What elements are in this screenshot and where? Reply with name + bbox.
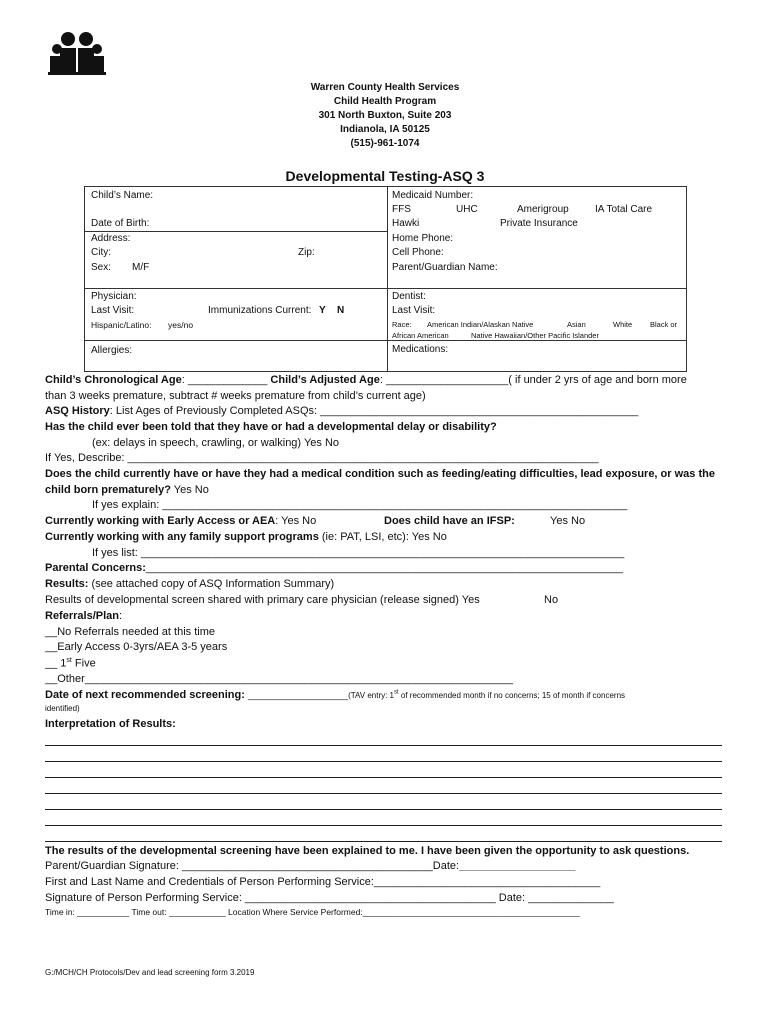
hispanic-label: Hispanic/Latino: bbox=[91, 320, 152, 330]
referrals-colon: : bbox=[118, 610, 123, 622]
first-five-prefix: __ 1 bbox=[45, 657, 67, 670]
ffs-option[interactable]: FFS bbox=[392, 204, 411, 215]
physician-label[interactable]: Physician: bbox=[91, 291, 137, 302]
ia-total-care-option[interactable]: IA Total Care bbox=[595, 204, 653, 215]
dev-delay-example[interactable]: (ex: delays in speech, crawling, or walking) Yes No bbox=[92, 437, 340, 449]
allergies-label[interactable]: Allergies: bbox=[91, 345, 133, 356]
last-visit-label[interactable]: Last Visit: bbox=[91, 305, 135, 316]
medications-label[interactable]: Medications: bbox=[392, 344, 449, 355]
consent-statement: The results of the developmental screening have been explained to me. I have been given the opportunity to ask questions. bbox=[45, 845, 690, 857]
hispanic-value[interactable]: yes/no bbox=[168, 320, 194, 330]
medicaid-label[interactable]: Medicaid Number: bbox=[392, 190, 474, 201]
childs-name-label[interactable]: Child’s Name: bbox=[91, 190, 154, 201]
dentist-last-visit-label[interactable]: Last Visit: bbox=[392, 305, 436, 316]
parental-concerns-blank[interactable]: ______________________________________________________________________________ bbox=[145, 562, 624, 574]
premature-question: child born prematurely? bbox=[45, 484, 171, 496]
ifsp-yes-no[interactable]: Yes No bbox=[550, 515, 586, 527]
early-access-yes-no[interactable]: : Yes No bbox=[275, 515, 317, 527]
immunizations-no[interactable]: N bbox=[337, 305, 345, 316]
sex-label: Sex: bbox=[91, 262, 112, 273]
results-label: Results: bbox=[45, 578, 89, 590]
org-city: Indianola, IA 50125 bbox=[340, 124, 430, 135]
race-american-indian[interactable]: American Indian/Alaskan Native bbox=[427, 320, 534, 329]
address-label[interactable]: Address: bbox=[91, 233, 131, 244]
first-five-sup: st bbox=[66, 657, 72, 664]
immunizations-yes[interactable]: Y bbox=[319, 305, 326, 316]
race-label: Race: bbox=[392, 320, 412, 329]
referrals-label: Referrals/Plan bbox=[45, 610, 119, 622]
zip-label[interactable]: Zip: bbox=[298, 247, 315, 258]
tav-note-sup: st bbox=[394, 689, 399, 696]
tav-note-b: of recommended month if no concerns; 15 of month if concerns bbox=[398, 691, 626, 700]
if-yes-list[interactable]: If yes list: _______________________________________________________________________________ bbox=[92, 547, 625, 559]
uhc-option[interactable]: UHC bbox=[456, 204, 478, 215]
race-white[interactable]: White bbox=[613, 320, 633, 329]
next-screening-line[interactable] bbox=[45, 689, 625, 701]
program-name: Child Health Program bbox=[333, 96, 437, 107]
referral-option-other[interactable]: __Other______________________________________________________________________ bbox=[45, 673, 513, 685]
family-support-rest[interactable]: (ie: PAT, LSI, etc): Yes No bbox=[318, 531, 447, 543]
if-yes-explain[interactable]: If yes explain: ____________________________________________________________________________ bbox=[92, 499, 628, 511]
adjusted-age-note: than 3 weeks premature, subtract # weeks premature from child’s current age) bbox=[45, 390, 426, 402]
medical-question-line2[interactable] bbox=[45, 484, 209, 496]
parental-concerns-line[interactable] bbox=[45, 562, 623, 574]
next-screening-blank[interactable]: ____________________ bbox=[247, 690, 349, 700]
family-logo-icon bbox=[44, 32, 108, 76]
next-screening-label: Date of next recommended screening: bbox=[45, 689, 245, 701]
results-line bbox=[45, 578, 334, 590]
asq-history-rest[interactable]: : List Ages of Previously Completed ASQs: ____________________________________________________ bbox=[109, 405, 639, 417]
referral-option-first-five[interactable] bbox=[45, 657, 96, 670]
org-name: Warren County Health Services bbox=[310, 82, 460, 93]
city-label[interactable]: City: bbox=[91, 247, 111, 258]
race-black[interactable]: Black or bbox=[650, 320, 678, 329]
family-support-label: Currently working with any family support programs bbox=[45, 531, 319, 543]
parent-signature-date[interactable]: ___________________ bbox=[459, 860, 576, 872]
race-african-american: African American bbox=[392, 331, 449, 340]
form-title: Developmental Testing-ASQ 3 bbox=[285, 168, 485, 184]
referrals-line bbox=[45, 610, 122, 622]
footer-path: G:/MCH/CH Protocols/Dev and lead screening form 3.2019 bbox=[45, 968, 255, 977]
chronological-age-blank[interactable]: : _____________ bbox=[181, 374, 268, 386]
tav-note-c: identified) bbox=[45, 704, 80, 713]
if-yes-describe[interactable]: If Yes, Describe: _____________________________________________________________________________ bbox=[45, 452, 599, 464]
referral-option-none[interactable]: __No Referrals needed at this time bbox=[45, 626, 215, 638]
early-access-label: Currently working with Early Access or AEA bbox=[45, 515, 276, 527]
home-phone-label[interactable]: Home Phone: bbox=[392, 233, 454, 244]
asq-history-label: ASQ History bbox=[45, 405, 110, 417]
parent-signature[interactable]: Parent/Guardian Signature: _________________________________________Date: bbox=[45, 860, 460, 872]
results-shared-no[interactable]: No bbox=[544, 594, 559, 606]
parental-concerns-label: Parental Concerns: bbox=[45, 562, 146, 574]
medical-question-line1: Does the child currently have or have they had a medical condition such as feeding/eating difficulties, lead exposure, or was the bbox=[45, 468, 715, 480]
hawki-option[interactable]: Hawki bbox=[392, 218, 420, 229]
dev-delay-question: Has the child ever been told that they have or had a developmental delay or disability? bbox=[45, 421, 497, 433]
first-five-text: Five bbox=[71, 657, 96, 670]
org-phone: (515)-961-1074 bbox=[350, 138, 420, 149]
interpretation-label: Interpretation of Results: bbox=[45, 718, 176, 730]
adjusted-age-rest[interactable]: : ____________________( if under 2 yrs of age and born more bbox=[379, 374, 687, 386]
performer-signature-line[interactable]: Signature of Person Performing Service: _________________________________________ Date: ______________ bbox=[45, 892, 614, 904]
dob-label[interactable]: Date of Birth: bbox=[91, 218, 150, 229]
asq-history-line[interactable] bbox=[45, 405, 638, 417]
cell-phone-label[interactable]: Cell Phone: bbox=[392, 247, 444, 258]
private-insurance-option[interactable]: Private Insurance bbox=[500, 218, 578, 229]
age-line[interactable] bbox=[45, 374, 687, 386]
early-access-line[interactable] bbox=[45, 515, 316, 527]
dentist-label[interactable]: Dentist: bbox=[392, 291, 426, 302]
sex-value[interactable]: M/F bbox=[132, 262, 150, 273]
adjusted-age-label: Child’s Adjusted Age bbox=[270, 374, 380, 386]
parent-name-label[interactable]: Parent/Guardian Name: bbox=[392, 262, 498, 273]
immunizations-label: Immunizations Current: bbox=[208, 305, 312, 316]
family-support-line[interactable] bbox=[45, 531, 447, 543]
time-location-line[interactable]: Time in: ___________ Time out: ____________ Location Where Service Performed:______________________________________________ bbox=[45, 907, 581, 917]
medical-yes-no[interactable]: Yes No bbox=[173, 484, 209, 496]
performer-name-line[interactable]: First and Last Name and Credentials of Person Performing Service:_____________________________________ bbox=[45, 876, 601, 888]
chronological-age-label: Child’s Chronological Age bbox=[45, 374, 182, 386]
parent-signature-line[interactable] bbox=[45, 860, 575, 872]
org-address: 301 North Buxton, Suite 203 bbox=[318, 110, 452, 121]
tav-note-a: (TAV entry: 1 bbox=[348, 691, 394, 700]
ifsp-label: Does child have an IFSP: bbox=[384, 515, 515, 527]
results-rest: (see attached copy of ASQ Information Summary) bbox=[88, 578, 335, 590]
amerigroup-option[interactable]: Amerigroup bbox=[517, 204, 569, 215]
referral-option-early-access[interactable]: __Early Access 0-3yrs/AEA 3-5 years bbox=[45, 641, 228, 653]
race-native-hawaiian[interactable]: Native Hawaiian/Other Pacific Islander bbox=[471, 331, 599, 340]
results-shared-line[interactable]: Results of developmental screen shared with primary care physician (release signed) Yes bbox=[45, 594, 480, 606]
race-asian[interactable]: Asian bbox=[567, 320, 586, 329]
